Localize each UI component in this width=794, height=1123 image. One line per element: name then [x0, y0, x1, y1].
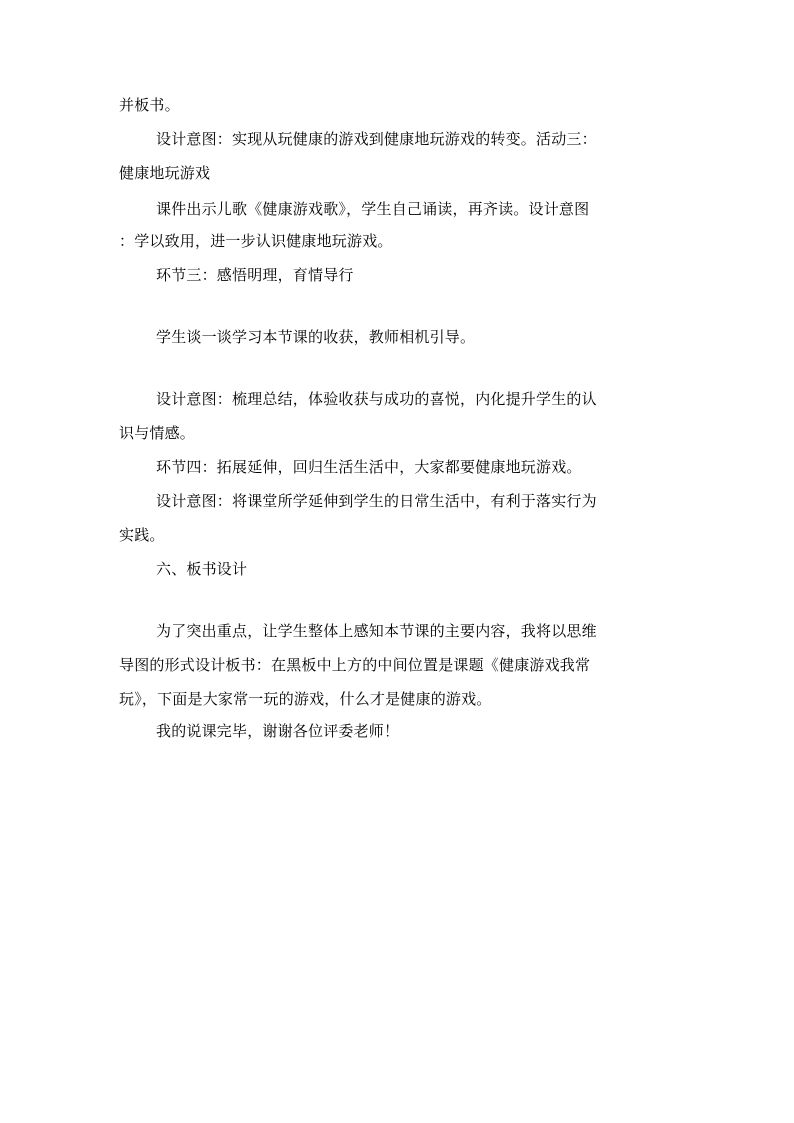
text-line-2: 设计意图：实现从玩健康的游戏到健康地玩游戏的转变。活动三：	[156, 130, 597, 148]
text-line-10: 环节四：拓展延伸，回归生活生活中，大家都要健康地玩游戏。	[156, 458, 582, 476]
text-line-17: 我的说课完毕，谢谢各位评委老师！	[156, 722, 400, 740]
text-line-5: ：学以致用，进一步认识健康地玩游戏。	[119, 232, 393, 250]
section-heading: 六、板书设计	[156, 560, 248, 578]
text-line-9: 识与情感。	[119, 424, 196, 442]
text-line-1: 并板书。	[119, 96, 180, 114]
text-line-7: 学生谈一谈学习本节课的收获，教师相机引导。	[156, 328, 476, 346]
text-line-14: 为了突出重点，让学生整体上感知本节课的主要内容，我将以思维	[156, 622, 597, 640]
text-line-11: 设计意图：将课堂所学延伸到学生的日常生活中，有利于落实行为	[156, 492, 597, 510]
text-line-15: 导图的形式设计板书：在黑板中上方的中间位置是课题《健康游戏我常	[119, 656, 591, 674]
text-line-6: 环节三：感悟明理，育情导行	[156, 266, 354, 284]
text-line-3: 健康地玩游戏	[119, 164, 211, 182]
text-line-16: 玩》，下面是大家常一玩的游戏，什么才是健康的游戏。	[119, 690, 492, 708]
text-line-8: 设计意图：梳理总结，体验收获与成功的喜悦，内化提升学生的认	[156, 390, 597, 408]
text-line-12: 实践。	[119, 526, 165, 544]
text-line-4: 课件出示儿歌《健康游戏歌》，学生自己诵读，再齐读。设计意图	[156, 200, 590, 218]
